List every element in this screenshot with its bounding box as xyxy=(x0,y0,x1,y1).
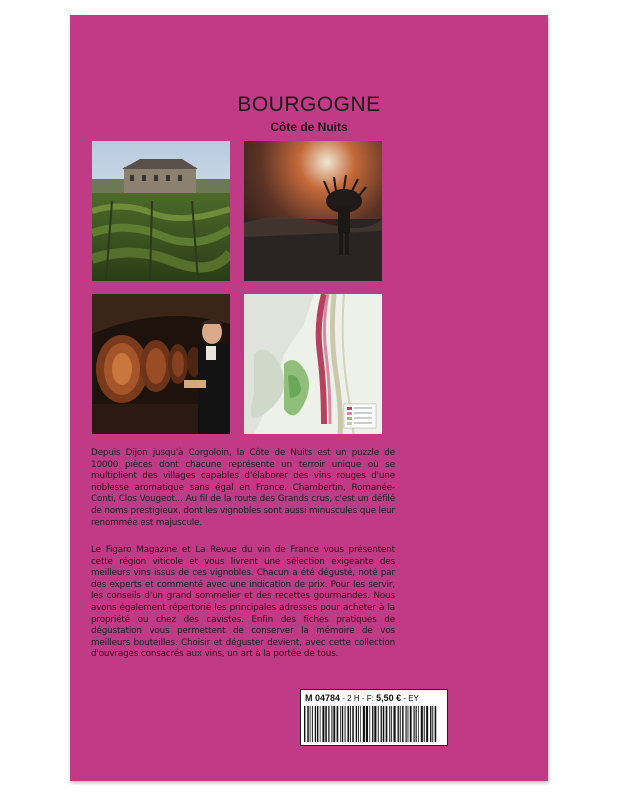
book-title: BOURGOGNE xyxy=(237,93,381,116)
barcode-label xyxy=(300,689,448,746)
barcode-price: 5,50 € xyxy=(376,693,402,703)
photo-chateau-vineyard xyxy=(92,141,230,281)
book-subtitle: Côte de Nuits xyxy=(270,120,348,134)
barcode-text xyxy=(305,693,419,703)
photo-vine-worker xyxy=(244,141,382,281)
barcode-code: M 04784 xyxy=(305,693,341,703)
barcode-tail: - EY xyxy=(403,694,419,703)
description-paragraph-1: Depuis Dijon jusqu'à Corgoloin, la Côte de Nuits est un puzzle de 10000 pièces dont chacune représente un terroir unique où se multiplient des villages capables d'élaborer des vins rouges d'une noblesse aromatique sans égal en France. Chambertin, Romanée-Conti, Clos Vougeot... Au fil de la route des Grands crus, c'est un défilé de noms prestigieux, dont les vignobles sont aussi minuscules que leur renommée est majuscule. xyxy=(91,448,395,528)
barcode-bars xyxy=(304,706,438,742)
description-paragraph-2: Le Figaro Magazine et La Revue du vin de France vous présentent cette région viticole et vous livrent une sélection exigeante des meilleurs vins issus de ces vignobles. Chacun a été dégusté, noté par des experts et commenté avec une indication de prix. Pour les servir, les conseils d'un grand sommelier et des recettes gourmandes. Nous avons également répertorié les principales adresses pour acheter à la propriété ou chez des cavistes. Enfin des fiches pratiques de dégustation vous permettent de conserver la mémoire de vos meilleurs bouteilles. Choisir et déguster devient, avec cette collection d'ouvrages consacrés aux vins, un art à la portée de tous. xyxy=(91,545,395,660)
photo-wine-cellar xyxy=(92,294,230,434)
photo-vineyard-map xyxy=(244,294,382,434)
barcode-suffix: - 2 H - F: xyxy=(342,694,374,703)
